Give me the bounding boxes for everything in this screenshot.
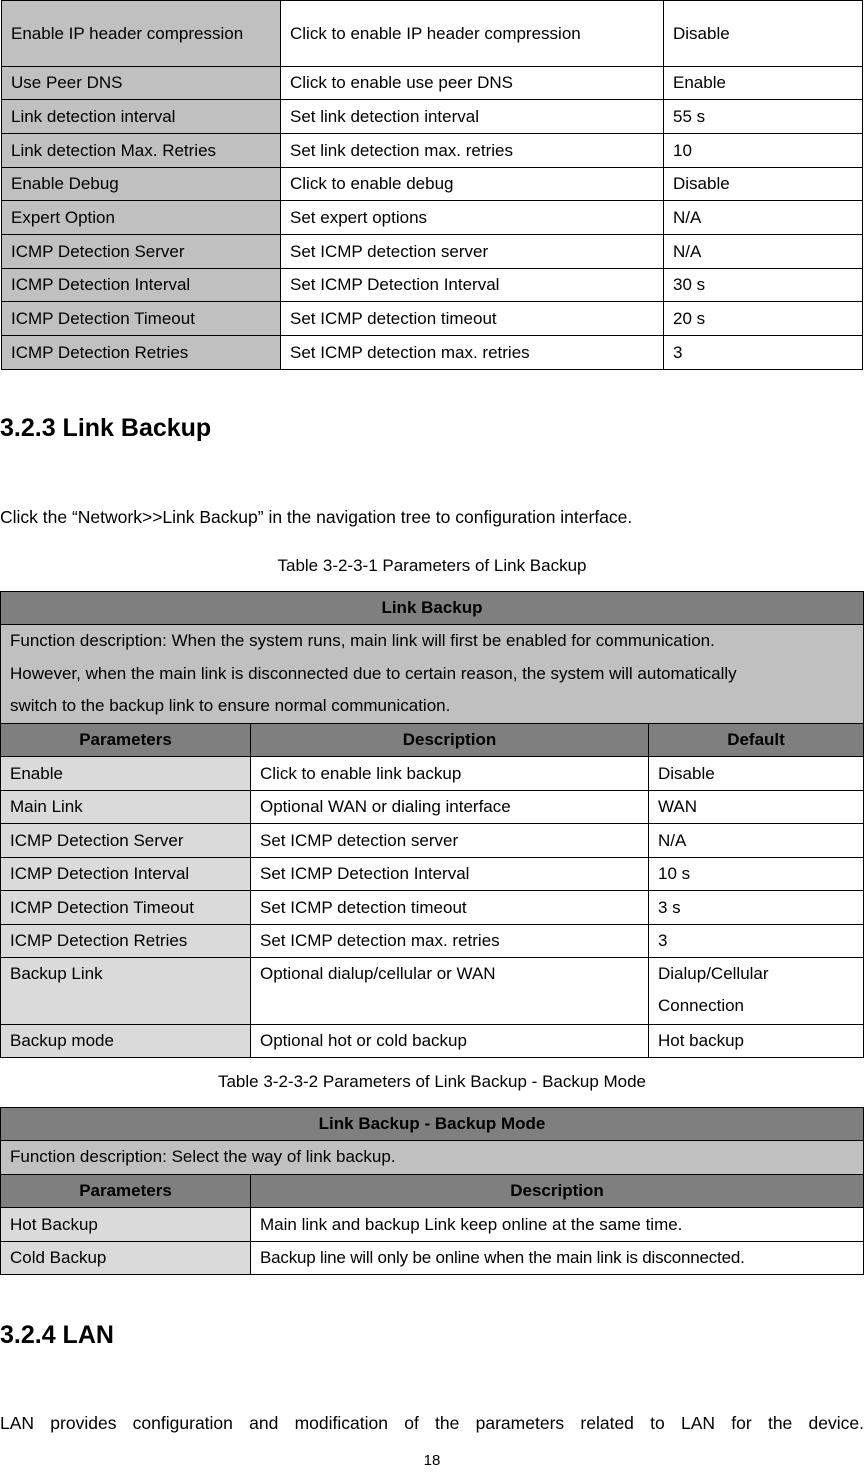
table-caption: Table 3-2-3-2 Parameters of Link Backup - Backup Mode [217,1072,647,1091]
default-cell: Hot backup [649,1025,864,1058]
table-row [2,168,863,201]
description-cell: Set ICMP detection max. retries [281,336,664,370]
section-heading: 3.2.4 LAN [0,1321,114,1349]
param-cell: Enable [1,757,251,791]
link-backup-table [0,591,864,1058]
description-cell: Set link detection max. retries [281,134,664,168]
table-title: Link Backup [1,592,864,625]
intro-paragraph: Click the “Network>>Link Backup” in the navigation tree to configuration interface. [0,507,633,527]
default-cell: 3 s [649,891,864,925]
table-caption: Table 3-2-3-1 Parameters of Link Backup [277,556,587,575]
description-cell: Set link detection interval [281,100,664,134]
table-row [2,302,863,336]
function-description-row [1,1141,864,1175]
table-row [2,269,863,302]
description-cell: Main link and backup Link keep online at the same time. [251,1208,864,1242]
description-cell: Click to enable link backup [251,757,649,791]
backup-mode-table [0,1107,864,1275]
description-cell: Set ICMP Detection Interval [251,858,649,891]
param-cell: Use Peer DNS [2,67,281,100]
default-cell: Disable [664,1,863,67]
function-description: Function description: When the system runs, main link will first be enabled for communication. However, when the main link is disconnected due to certain reason, the system will automatically switch to the backup link to ensure normal communication. [1,625,864,724]
description-cell: Backup line will only be online when the main link is disconnected. [251,1242,864,1275]
param-cell: Backup mode [1,1025,251,1058]
table-row [2,67,863,100]
table-row [1,791,864,824]
default-cell: Disable [664,168,863,201]
header-row [1,1175,864,1208]
description-cell: Set ICMP detection server [281,235,664,269]
intro-paragraph: LAN provides configuration and modification of the parameters related to LAN for the device. [0,1413,864,1433]
param-cell: ICMP Detection Interval [1,858,251,891]
page-number: 18 [423,1452,441,1469]
table-title-row [1,1108,864,1141]
param-cell: ICMP Detection Server [2,235,281,269]
column-header: Parameters [1,724,251,757]
param-cell: Backup Link [1,958,251,1025]
default-cell: WAN [649,791,864,824]
description-cell: Optional dialup/cellular or WAN [251,958,649,1025]
table-row [1,1025,864,1058]
param-cell: ICMP Detection Server [1,824,251,858]
default-cell: 55 s [664,100,863,134]
table-row [1,891,864,925]
column-header: Description [251,724,649,757]
param-cell: ICMP Detection Timeout [2,302,281,336]
param-cell: ICMP Detection Retries [2,336,281,370]
description-cell: Optional WAN or dialing interface [251,791,649,824]
table-row [1,958,864,1025]
table-row [2,134,863,168]
column-header: Parameters [1,1175,251,1208]
column-header: Default [649,724,864,757]
table-title-row [1,592,864,625]
default-cell: N/A [664,235,863,269]
description-cell: Click to enable IP header compression [281,1,664,67]
description-cell: Set ICMP detection max. retries [251,925,649,958]
table-title: Link Backup - Backup Mode [1,1108,864,1141]
param-cell: Cold Backup [1,1242,251,1275]
default-cell: 10 [664,134,863,168]
param-cell: Enable IP header compression [2,1,281,67]
description-cell: Set expert options [281,201,664,235]
param-cell: ICMP Detection Retries [1,925,251,958]
description-cell: Optional hot or cold backup [251,1025,649,1058]
param-cell: ICMP Detection Interval [2,269,281,302]
default-cell: N/A [664,201,863,235]
table-row [1,1242,864,1275]
default-cell: Dialup/Cellular Connection [649,958,864,1025]
param-cell: Link detection interval [2,100,281,134]
description-cell: Set ICMP detection server [251,824,649,858]
default-cell: 30 s [664,269,863,302]
default-cell: N/A [649,824,864,858]
header-row [1,724,864,757]
description-cell: Click to enable debug [281,168,664,201]
function-description-row [1,625,864,724]
function-description: Function description: Select the way of link backup. [1,1141,864,1175]
default-cell: Enable [664,67,863,100]
description-cell: Set ICMP Detection Interval [281,269,664,302]
param-cell: Main Link [1,791,251,824]
table-row [1,757,864,791]
default-cell: 3 [649,925,864,958]
table-row [2,201,863,235]
continued-parameters-table [1,0,863,370]
default-cell: 3 [664,336,863,370]
param-cell: Expert Option [2,201,281,235]
table-row [2,100,863,134]
default-cell: Disable [649,757,864,791]
table-row [1,925,864,958]
table-row [2,235,863,269]
description-cell: Set ICMP detection timeout [251,891,649,925]
default-cell: 10 s [649,858,864,891]
description-cell: Set ICMP detection timeout [281,302,664,336]
param-cell: Link detection Max. Retries [2,134,281,168]
param-cell: Enable Debug [2,168,281,201]
description-cell: Click to enable use peer DNS [281,67,664,100]
default-cell: 20 s [664,302,863,336]
table-row [1,858,864,891]
section-heading: 3.2.3 Link Backup [0,414,212,442]
param-cell: Hot Backup [1,1208,251,1242]
table-row [2,1,863,67]
table-row [2,336,863,370]
table-row [1,824,864,858]
table-row [1,1208,864,1242]
param-cell: ICMP Detection Timeout [1,891,251,925]
column-header: Description [251,1175,864,1208]
